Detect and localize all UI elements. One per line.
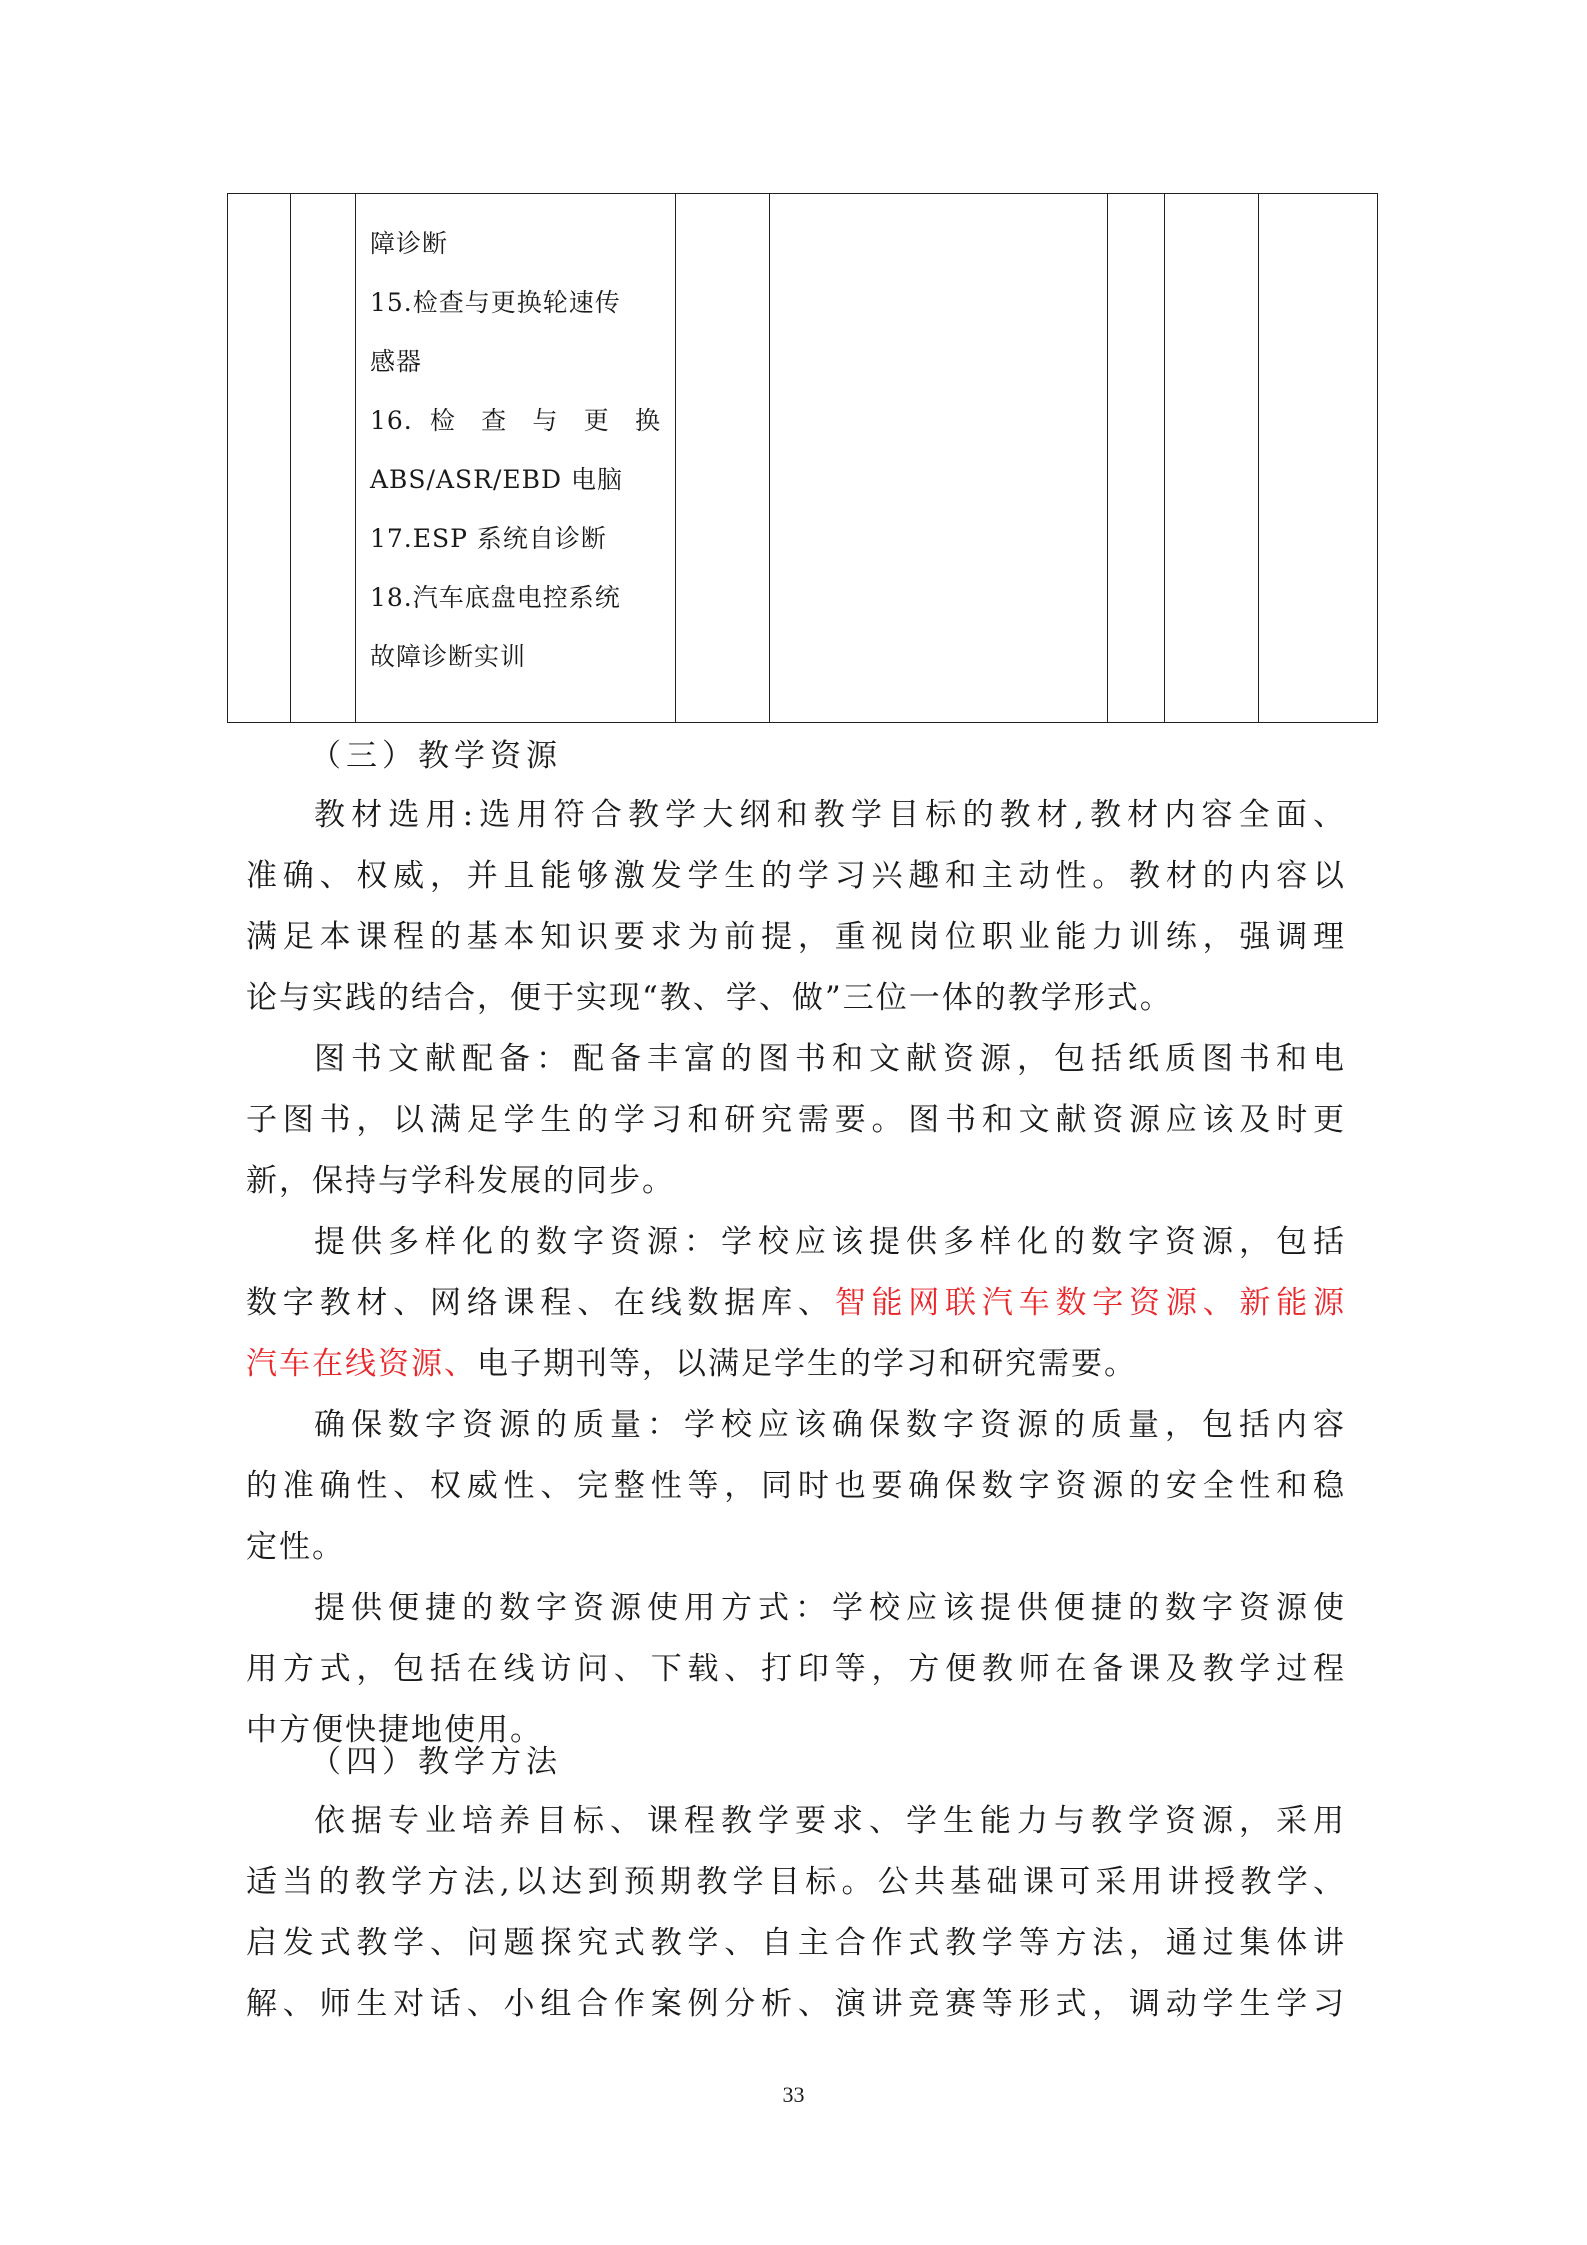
cell-line: 17.ESP 系统自诊断	[370, 524, 607, 553]
cell-line: 18.汽车底盘电控系统	[370, 583, 621, 612]
text-segment: 数字教材、网络课程、在线数据库、	[246, 1285, 835, 1321]
cell-line: 感器	[370, 347, 423, 376]
text-line: 定性。	[246, 1529, 345, 1565]
paragraph-teaching-methods	[246, 1791, 1346, 2035]
table-row	[228, 194, 1378, 723]
text-line: 准确、权威，并且能够激发学生的学习兴趣和主动性。教材的内容以	[246, 858, 1346, 894]
cell-line: 15.检查与更换轮速传	[370, 288, 621, 317]
table-cell-content	[356, 194, 676, 723]
text-line: 确保数字资源的质量：学校应该确保数字资源的质量，包括内容	[314, 1407, 1346, 1443]
paragraph-resource-quality	[246, 1395, 1346, 1578]
text-line: 提供多样化的数字资源：学校应该提供多样化的数字资源，包括	[314, 1224, 1346, 1260]
table-cell	[1259, 194, 1378, 723]
table-cell-index	[228, 194, 291, 723]
text-line: 论与实践的结合，便于实现“教、学、做”三位一体的教学形式。	[246, 980, 1173, 1016]
section-heading-teaching-methods: （四）教学方法	[310, 1744, 562, 1780]
text-line: 新，保持与学科发展的同步。	[246, 1163, 675, 1199]
paragraph-digital-resources	[246, 1212, 1346, 1395]
course-table	[227, 193, 1378, 723]
text-line: 子图书，以满足学生的学习和研究需要。图书和文献资源应该及时更	[246, 1102, 1346, 1138]
table-cell	[1108, 194, 1165, 723]
text-line: 中方便快捷地使用。	[246, 1712, 543, 1748]
text-line: 教材选用:选用符合教学大纲和教学目标的教材,教材内容全面、	[314, 797, 1346, 833]
paragraph-textbook-selection	[246, 785, 1346, 1029]
text-line: 图书文献配备：配备丰富的图书和文献资源，包括纸质图书和电	[314, 1041, 1346, 1077]
text-segment: 电子期刊等，以满足学生的学习和研究需要。	[477, 1346, 1137, 1382]
text-line: 依据专业培养目标、课程教学要求、学生能力与教学资源，采用	[314, 1803, 1346, 1839]
text-line: 适当的教学方法,以达到预期教学目标。公共基础课可采用讲授教学、	[246, 1864, 1346, 1900]
paragraph-resource-access	[246, 1578, 1346, 1761]
table-cell	[1165, 194, 1259, 723]
text-line: 的准确性、权威性、完整性等，同时也要确保数字资源的安全性和稳	[246, 1468, 1346, 1504]
highlighted-text: 智能网联汽车数字资源、新能源	[834, 1285, 1347, 1321]
text-line: 用方式，包括在线访问、下载、打印等，方便教师在备课及教学过程	[246, 1651, 1346, 1687]
text-line: 满足本课程的基本知识要求为前提，重视岗位职业能力训练，强调理	[246, 919, 1346, 955]
cell-content-list	[356, 194, 675, 686]
text-line: 解、师生对话、小组合作案例分析、演讲竞赛等形式，调动学生学习	[246, 1986, 1346, 2022]
text-line	[246, 1334, 1346, 1395]
text-line: 启发式教学、问题探究式教学、自主合作式教学等方法，通过集体讲	[246, 1925, 1346, 1961]
highlighted-text: 汽车在线资源、	[246, 1346, 477, 1382]
paragraph-library-resources	[246, 1029, 1346, 1212]
text-line: 提供便捷的数字资源使用方式：学校应该提供便捷的数字资源使	[314, 1590, 1346, 1626]
text-line	[246, 1273, 1346, 1334]
table-cell	[770, 194, 1108, 723]
cell-line: 障诊断	[370, 229, 449, 258]
table-cell-module	[291, 194, 356, 723]
section-heading-teaching-resources: （三）教学资源	[310, 738, 562, 774]
cell-line: ABS/ASR/EBD 电脑	[370, 465, 624, 494]
page-number: 33	[782, 2082, 805, 2107]
table-cell	[676, 194, 770, 723]
cell-line: 故障诊断实训	[370, 642, 527, 671]
cell-line: 16. 检 查 与 更 换	[370, 406, 661, 435]
